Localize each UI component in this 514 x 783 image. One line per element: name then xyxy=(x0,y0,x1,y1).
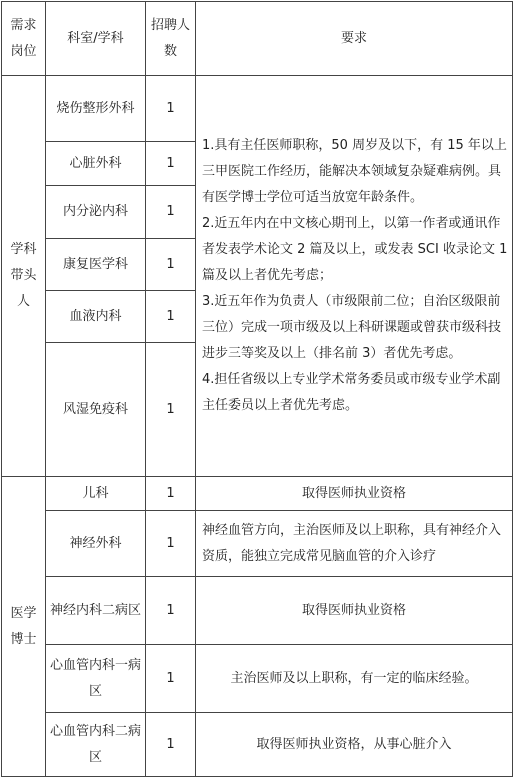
requirements-cell xyxy=(196,76,513,477)
header-requirements: 要求 xyxy=(196,2,513,76)
table-row xyxy=(2,577,513,645)
count-cell: 1 xyxy=(146,343,196,477)
department-cell: 心血管内科一病区 xyxy=(46,645,146,713)
count-cell: 1 xyxy=(146,577,196,645)
requirement-cell: 主治医师及以上职称，有一定的临床经验。 xyxy=(196,645,513,713)
count-cell: 1 xyxy=(146,511,196,577)
department-cell: 烧伤整形外科 xyxy=(46,76,146,142)
department-cell: 心脏外科 xyxy=(46,142,146,186)
table-row xyxy=(2,713,513,777)
department-cell: 内分泌内科 xyxy=(46,186,146,239)
count-cell: 1 xyxy=(146,76,196,142)
position-cell: 医学博士 xyxy=(2,477,46,777)
requirement-item: 3.近五年作为负责人（市级限前二位；自治区级限前三位）完成一项市级及以上科研课题或曾获市级科技进步三等奖及以上（排名前 3）者优先考虑。 xyxy=(202,294,502,361)
count-cell: 1 xyxy=(146,186,196,239)
department-cell: 儿科 xyxy=(46,477,146,511)
requirement-cell: 取得医师执业资格 xyxy=(196,477,513,511)
count-cell: 1 xyxy=(146,645,196,713)
position-cell: 学科带头人 xyxy=(2,76,46,477)
requirement-item: 1.具有主任医师职称，50 周岁及以下，有 15 年以上三甲医院工作经历，能解决本领域复杂疑难病例。具有医学博士学位可适当放宽年龄条件。 xyxy=(202,138,507,205)
requirement-cell: 神经血管方向，主治医师及以上职称，具有神经介入资质，能独立完成常见脑血管的介入诊疗 xyxy=(196,511,513,577)
count-cell: 1 xyxy=(146,142,196,186)
count-cell: 1 xyxy=(146,713,196,777)
department-cell: 血液内科 xyxy=(46,291,146,343)
recruitment-table xyxy=(1,1,513,777)
header-position: 需求岗位 xyxy=(2,2,46,76)
table-row xyxy=(2,76,513,142)
requirement-item: 4.担任省级以上专业学术常务委员或市级专业学术副主任委员以上者优先考虑。 xyxy=(202,372,501,413)
department-cell: 风湿免疫科 xyxy=(46,343,146,477)
requirement-cell: 取得医师执业资格 xyxy=(196,577,513,645)
table-row xyxy=(2,511,513,577)
header-count: 招聘人数 xyxy=(146,2,196,76)
count-cell: 1 xyxy=(146,239,196,291)
requirement-item: 2.近五年内在中文核心期刊上，以第一作者或通讯作者发表学术论文 2 篇及以上，或发表 SCI 收录论文 1 篇及以上者优先考虑； xyxy=(202,216,508,283)
header-row xyxy=(2,2,513,76)
department-cell: 神经外科 xyxy=(46,511,146,577)
department-cell: 康复医学科 xyxy=(46,239,146,291)
table-row xyxy=(2,645,513,713)
count-cell: 1 xyxy=(146,477,196,511)
table-row xyxy=(2,477,513,511)
department-cell: 心血管内科二病区 xyxy=(46,713,146,777)
header-department: 科室/学科 xyxy=(46,2,146,76)
requirement-cell: 取得医师执业资格，从事心脏介入 xyxy=(196,713,513,777)
count-cell: 1 xyxy=(146,291,196,343)
department-cell: 神经内科二病区 xyxy=(46,577,146,645)
